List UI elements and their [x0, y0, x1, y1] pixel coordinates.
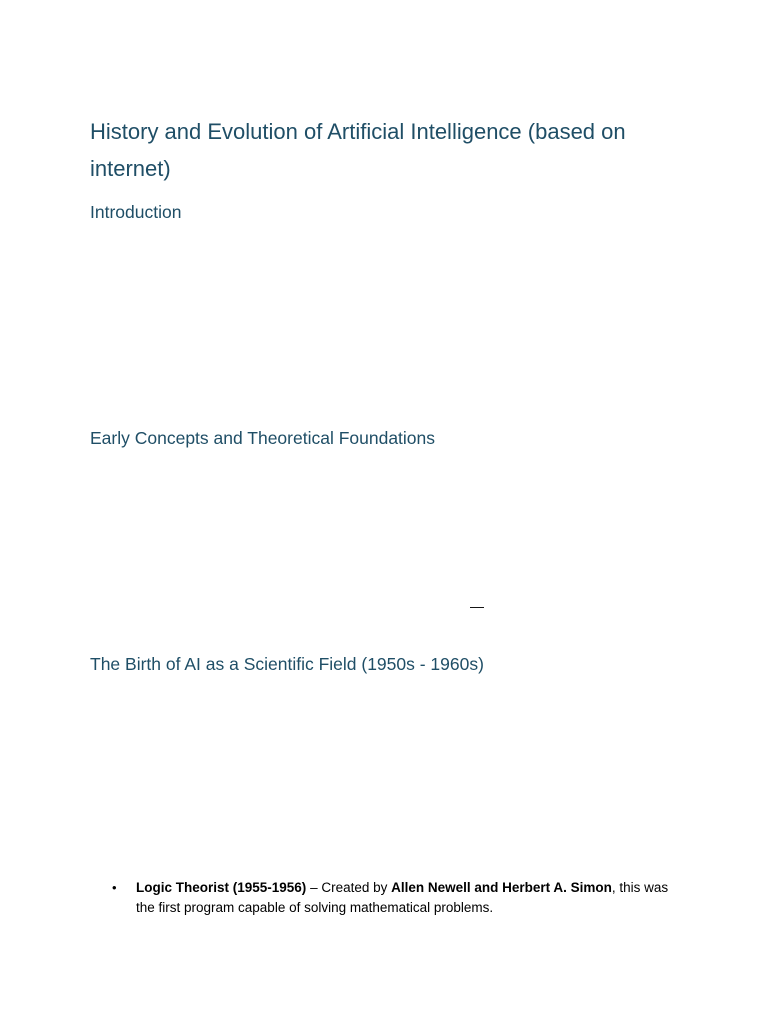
bullet-marker: •	[112, 880, 117, 895]
bullet-authors: Allen Newell and Herbert A. Simon	[391, 880, 612, 895]
document-title: History and Evolution of Artificial Intelligence (based on internet)	[90, 119, 626, 181]
stray-dash: —	[470, 598, 484, 614]
heading-introduction: Introduction	[90, 202, 182, 222]
heading-birth-of-ai: The Birth of AI as a Scientific Field (1950s - 1960s)	[90, 654, 484, 674]
bullet-term: Logic Theorist (1955-1956)	[136, 880, 307, 895]
bullet-separator: – Created by	[306, 880, 392, 895]
list-item-logic-theorist	[110, 878, 670, 918]
bullet-description: , this was the first program capable of solving mathematical problems.	[136, 880, 669, 915]
heading-early-concepts: Early Concepts and Theoretical Foundations	[90, 428, 436, 448]
bullet-list	[110, 878, 670, 918]
